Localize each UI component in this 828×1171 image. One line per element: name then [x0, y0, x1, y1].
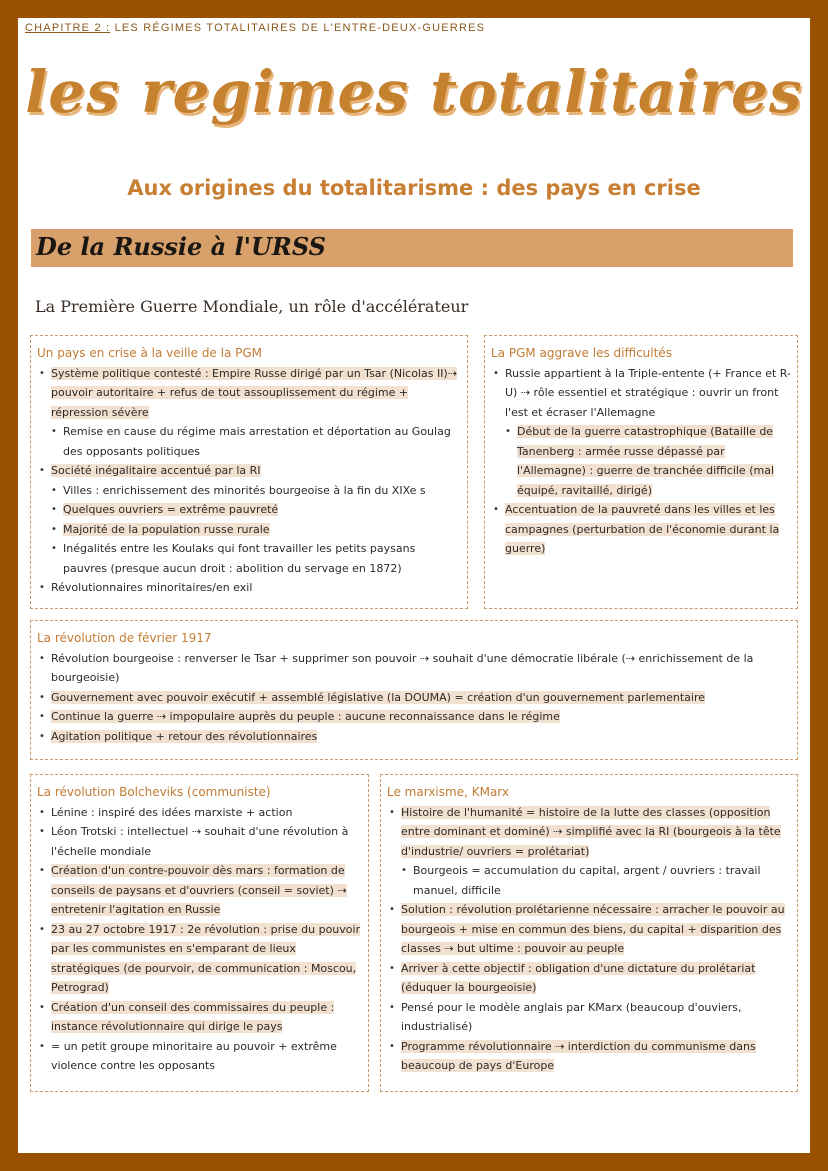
list-item: • Début de la guerre catastrophique (Bataille de Tanenberg : armée russe dépassé par l'Allemagne) : guerre de tranchée difficile (mal équipé, ravitaillé, dirigé): [491, 422, 791, 500]
list-item: • Arriver à cette objectif : obligation d'une dictature du prolétariat (éduquer la bourgeoisie): [387, 959, 791, 998]
bullet-list: [37, 803, 362, 1076]
list-item: • Villes : enrichissement des minorités bourgeoise à la fin du XIXe s: [37, 481, 461, 501]
subheading: La Première Guerre Mondiale, un rôle d'accélérateur: [35, 297, 469, 316]
list-item: • Société inégalitaire accentué par la RI: [37, 461, 461, 481]
list-item: • Création d'un contre-pouvoir dès mars : formation de conseils de paysans et d'ouvriers (conseil = soviet) ⇢ entretenir l'agitation en Russie: [37, 861, 362, 920]
list-item: • Léon Trotski : intellectuel ⇢ souhait d'une révolution à l'échelle mondiale: [37, 822, 362, 861]
list-item: • Création d'un conseil des commissaires du peuple : instance révolutionnaire qui dirige le pays: [37, 998, 362, 1037]
list-item: • Histoire de l'humanité = histoire de la lutte des classes (opposition entre dominant et dominé) ⇢ simplifié avec la RI (bourgeois à la tête d'industrie/ ouvriers = prolétariat): [387, 803, 791, 862]
list-item: • Inégalités entre les Koulaks qui font travailler les petits paysans pauvres (presque aucun droit : abolition du servage en 1872): [37, 539, 461, 578]
list-item: • Lénine : inspiré des idées marxiste + action: [37, 803, 362, 823]
box-title: La révolution Bolcheviks (communiste): [37, 785, 271, 799]
list-item: • Remise en cause du régime mais arrestation et déportation au Goulag des opposants politiques: [37, 422, 461, 461]
list-item: • Bourgeois = accumulation du capital, argent / ouvriers : travail manuel, difficile: [387, 861, 791, 900]
list-item: • = un petit groupe minoritaire au pouvoir + extrême violence contre les opposants: [37, 1037, 362, 1076]
box-title: Le marxisme, KMarx: [387, 785, 510, 799]
list-item: • Agitation politique + retour des révolutionnaires: [37, 727, 791, 747]
box-title: Un pays en crise à la veille de la PGM: [37, 346, 263, 360]
notes-page: [18, 18, 810, 1153]
bullet-list: [491, 364, 791, 559]
box-revolution-fevrier: [30, 620, 798, 760]
bullet-list: [387, 803, 791, 1076]
list-item: • Système politique contesté : Empire Russe dirigé par un Tsar (Nicolas II)⇢ pouvoir autoritaire + refus de tout assouplissement du régime + répression sévère: [37, 364, 461, 423]
list-item: • Accentuation de la pauvreté dans les villes et les campagnes (perturbation de l'économie durant la guerre): [491, 500, 791, 559]
box-pays-en-crise: [30, 335, 468, 609]
list-item: • Russie appartient à la Triple-entente (+ France et R-U) ⇢ rôle essentiel et stratégique : ouvrir un front l'est et écraser l'Allemagne: [491, 364, 791, 423]
chapter-header: [25, 22, 485, 34]
list-item: • Révolution bourgeoise : renverser le Tsar + supprimer son pouvoir ⇢ souhait d'une démocratie libérale (⇢ enrichissement de la bourgeoisie): [37, 649, 791, 688]
bullet-list: [37, 649, 791, 747]
list-item: • Programme révolutionnaire ⇢ interdiction du communisme dans beaucoup de pays d'Europe: [387, 1037, 791, 1076]
list-item: • Majorité de la population russe rurale: [37, 520, 461, 540]
list-item: • Solution : révolution prolétarienne nécessaire : arracher le pouvoir au bourgeois + mise en commun des biens, du capital + disparition des classes ⇢ but ultime : pouvoir au peuple: [387, 900, 791, 959]
page-title: les regimes totalitaires: [25, 58, 803, 126]
box-marxisme: [380, 774, 798, 1092]
list-item: • Révolutionnaires minoritaires/en exil: [37, 578, 461, 598]
list-item: • 23 au 27 octobre 1917 : 2e révolution : prise du pouvoir par les communistes en s'emparant de lieux stratégiques (de pourvoir, de communication : Moscou, Petrograd): [37, 920, 362, 998]
list-item: • Pensé pour le modèle anglais par KMarx (beaucoup d'ouviers, industrialisé): [387, 998, 791, 1037]
chapter-label: CHAPITRE 2 :: [25, 22, 111, 34]
list-item: • Quelques ouvriers = extrême pauvreté: [37, 500, 461, 520]
bullet-list: [37, 364, 461, 598]
box-title: La PGM aggrave les difficultés: [491, 346, 672, 360]
box-pgm-aggrave: [484, 335, 798, 609]
page-subtitle: Aux origines du totalitarisme : des pays en crise: [127, 176, 701, 200]
box-revolution-bolcheviks: [30, 774, 369, 1092]
section-heading: De la Russie à l'URSS: [31, 229, 793, 267]
box-title: La révolution de février 1917: [37, 631, 212, 645]
list-item: • Continue la guerre ⇢ impopulaire auprès du peuple : aucune reconnaissance dans le régime: [37, 707, 791, 727]
chapter-text: LES RÉGIMES TOTALITAIRES DE L'ENTRE-DEUX-GUERRES: [110, 22, 486, 34]
list-item: • Gouvernement avec pouvoir exécutif + assemblé législative (la DOUMA) = création d'un gouvernement parlementaire: [37, 688, 791, 708]
